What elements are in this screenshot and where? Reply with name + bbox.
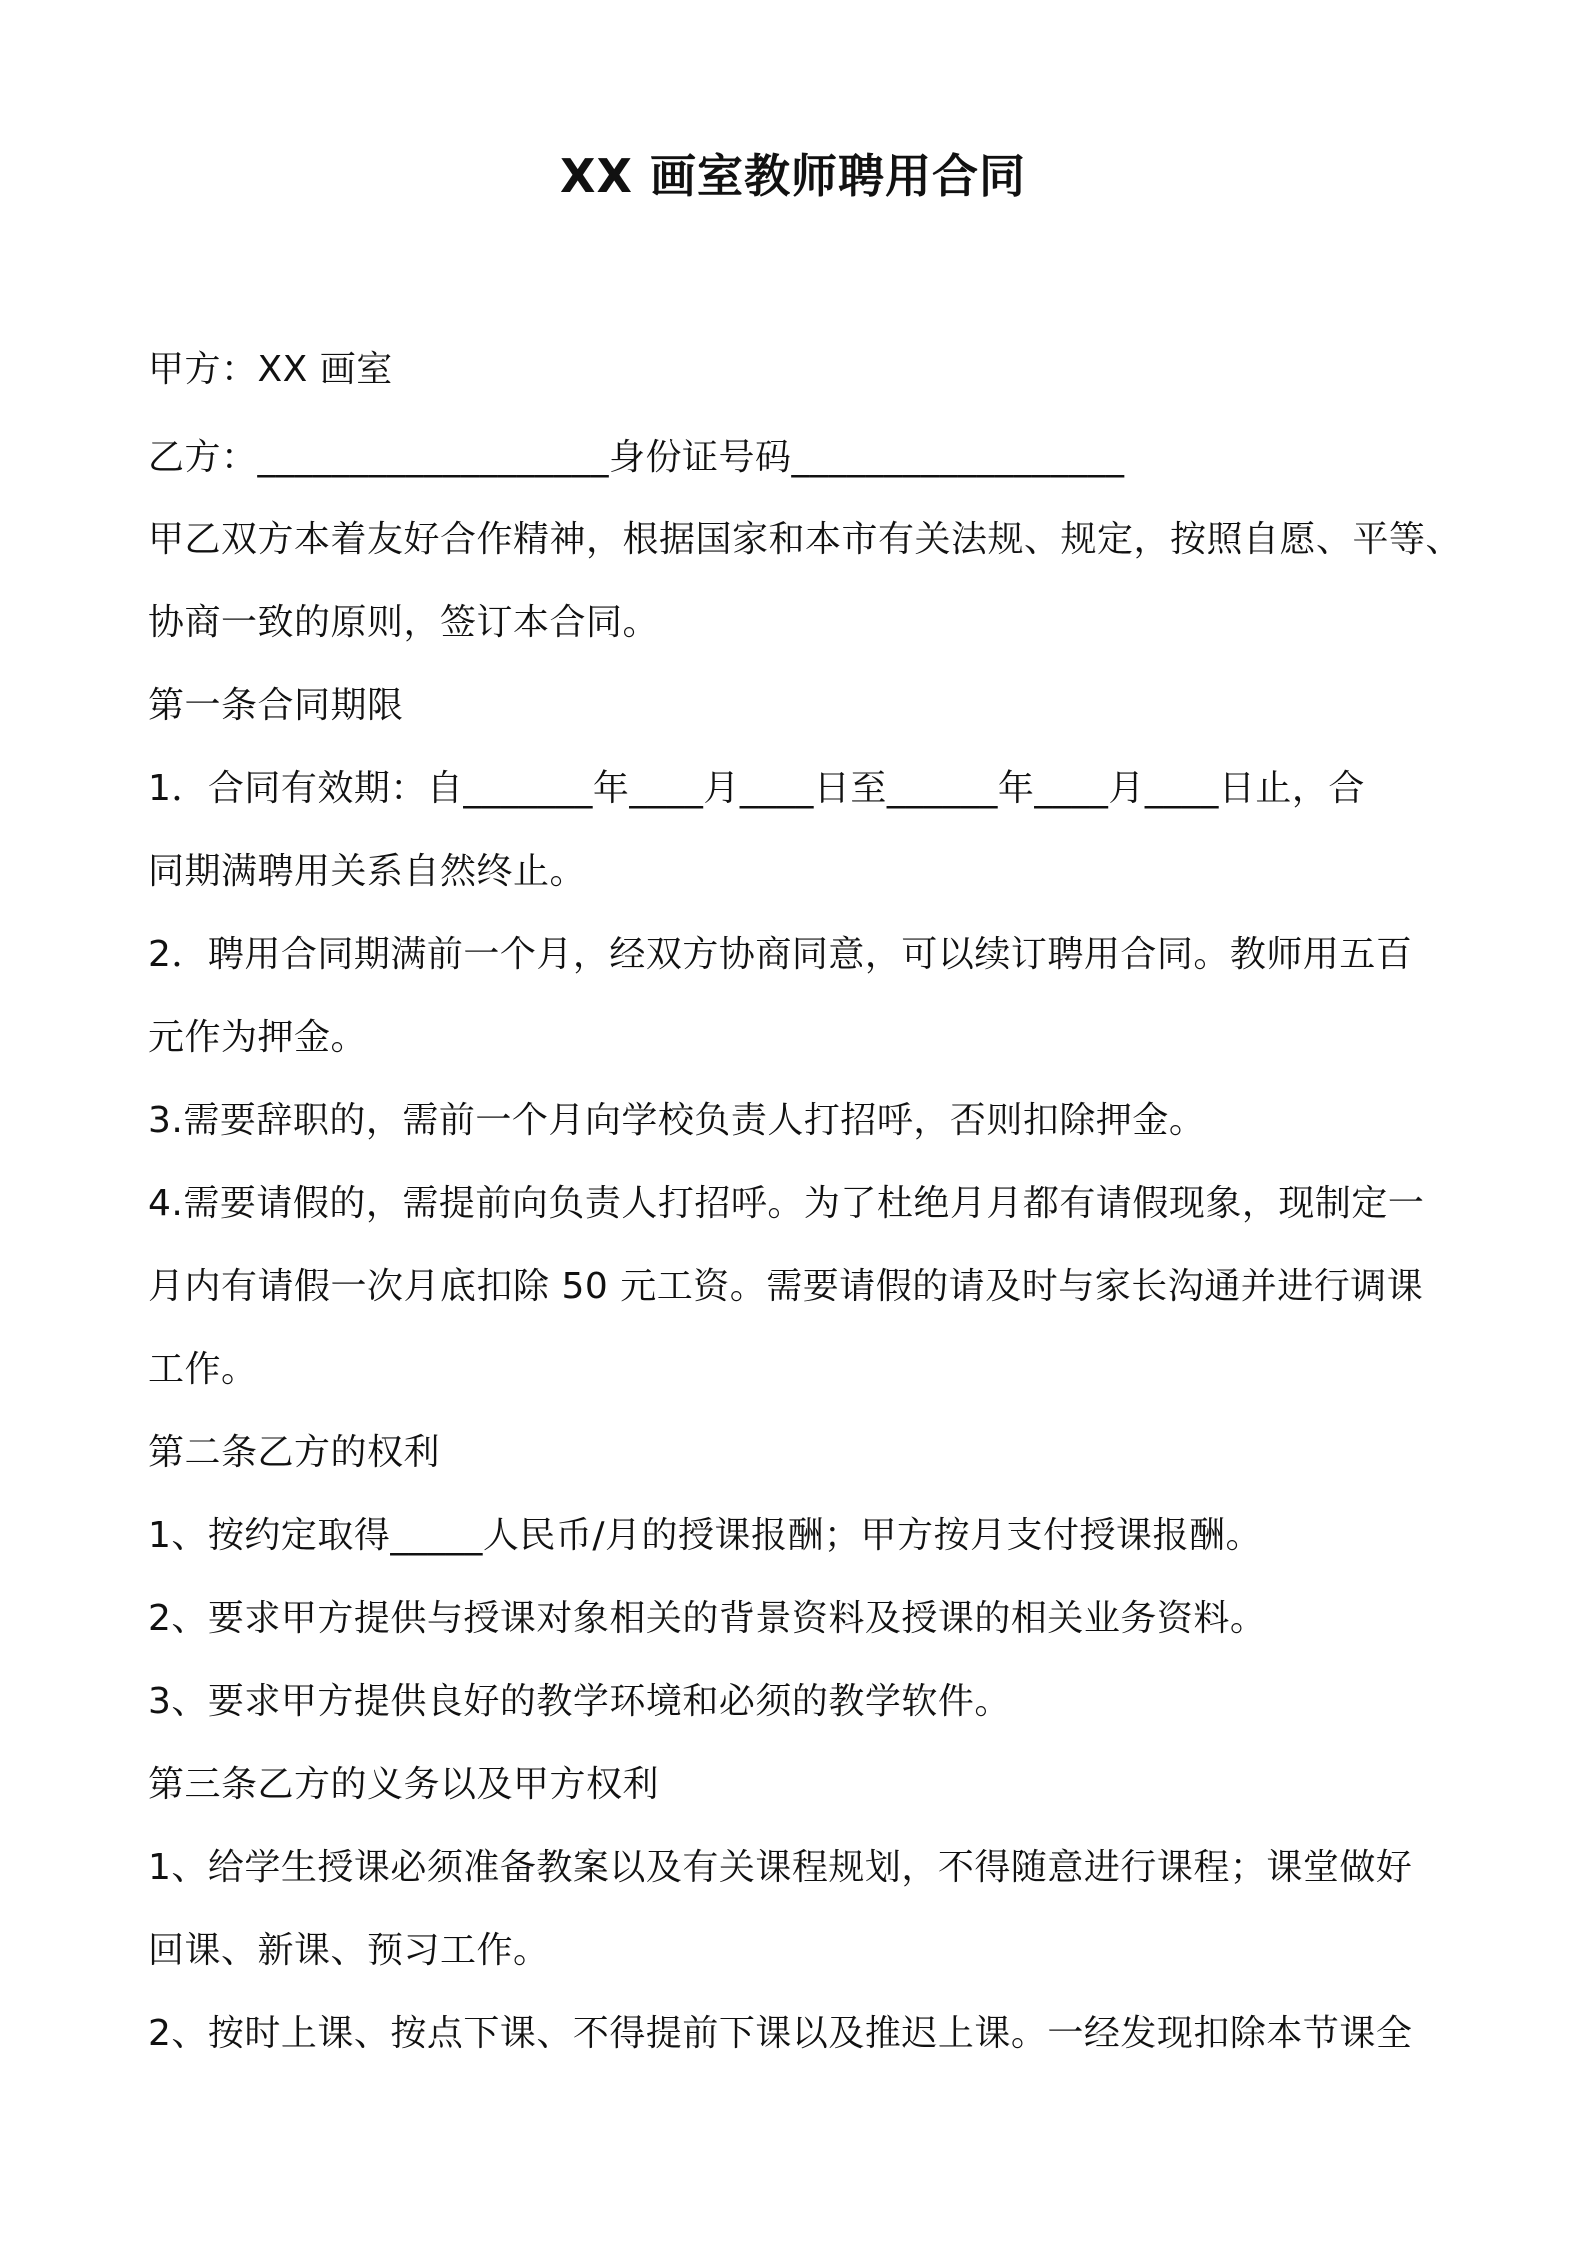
article-2-heading: 第二条乙方的权利 [148,1432,441,1473]
article-1-item-4-line-2: 月内有请假一次月底扣除 50 元工资。需要请假的请及时与家长沟通并进行调课 [148,1266,1424,1307]
preamble-line-1: 甲乙双方本着友好合作精神，根据国家和本市有关法规、规定，按照自愿、平等、 [148,519,1463,560]
article-1-item-3: 3.需要辞职的，需前一个月向学校负责人打招呼，否则扣除押金。 [148,1100,1206,1141]
article-1-item-1-line-2: 同期满聘用关系自然终止。 [148,851,587,892]
article-2-item-3: 3、要求甲方提供良好的教学环境和必须的教学软件。 [148,1681,1011,1722]
article-3-heading: 第三条乙方的义务以及甲方权利 [148,1764,660,1805]
article-2-item-2: 2、要求甲方提供与授课对象相关的背景资料及授课的相关业务资料。 [148,1598,1267,1639]
article-1-item-4-line-3: 工作。 [148,1349,258,1390]
article-1-item-1-line-1: 1．合同有效期：自_______年____月____日至______年____月____日止，合 [148,768,1365,809]
article-1-heading: 第一条合同期限 [148,685,404,726]
party-a-line: 甲方：XX 画室 [148,349,393,390]
article-3-item-1-line-1: 1、给学生授课必须准备教案以及有关课程规划，不得随意进行课程；课堂做好 [148,1847,1413,1888]
preamble-line-2: 协商一致的原则，签订本合同。 [148,602,660,643]
article-1-item-2-line-1: 2．聘用合同期满前一个月，经双方协商同意，可以续订聘用合同。教师用五百 [148,934,1413,975]
party-b-line: 乙方：___________________身份证号码__________________ [148,437,1125,478]
article-3-item-1-line-2: 回课、新课、预习工作。 [148,1930,550,1971]
article-3-item-2-line-1: 2、按时上课、按点下课、不得提前下课以及推迟上课。一经发现扣除本节课全 [148,2013,1413,2054]
contract-title: XX 画室教师聘用合同 [560,149,1026,203]
article-1-item-2-line-2: 元作为押金。 [148,1017,368,1058]
article-1-item-4-line-1: 4.需要请假的，需提前向负责人打招呼。为了杜绝月月都有请假现象，现制定一 [148,1183,1425,1224]
article-2-item-1: 1、按约定取得_____人民币/月的授课报酬；甲方按月支付授课报酬。 [148,1515,1263,1556]
